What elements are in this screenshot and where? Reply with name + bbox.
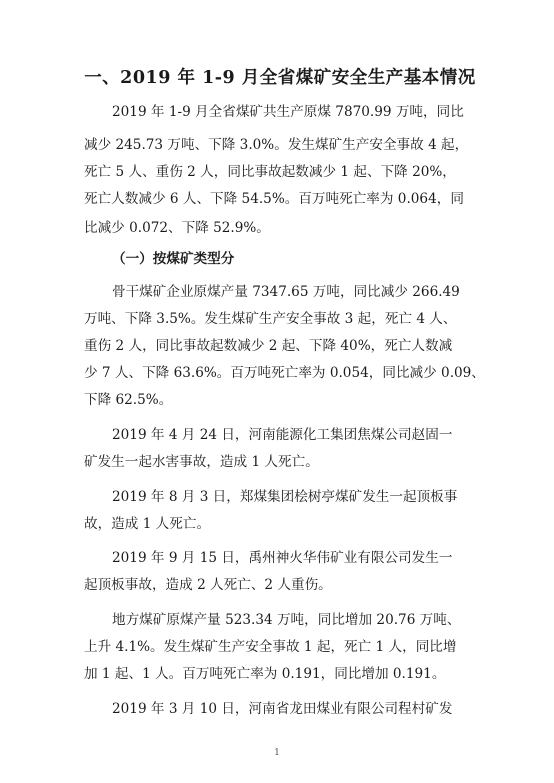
paragraph-line: 上升 4.1%。发生煤矿生产安全事故 1 起，死亡 1 人，同比增 [84, 639, 457, 655]
paragraph-line: 2019 年 1-9 月全省煤矿共生产原煤 7870.99 万吨，同比 [112, 104, 464, 120]
paragraph-line: 万吨、下降 3.5%。发生煤矿生产安全事故 3 起，死亡 4 人、 [84, 311, 457, 327]
paragraph-line: 2019 年 8 月 3 日，郑煤集团桧树亭煤矿发生一起顶板事 [112, 489, 458, 505]
paragraph-line: 地方煤矿原煤产量 523.34 万吨，同比增加 20.76 万吨、 [112, 612, 461, 628]
paragraph-line: 重伤 2 人，同比事故起数减少 2 起、下降 40%，死亡人数减 [84, 338, 453, 354]
paragraph-line: 下降 62.5%。 [84, 392, 173, 408]
paragraph-line: 2019 年 3 月 10 日，河南省龙田煤业有限公司程村矿发 [112, 701, 453, 717]
paragraph-line: 故，造成 1 人死亡。 [84, 516, 211, 532]
paragraph-line: 起顶板事故，造成 2 人死亡、2 人重伤。 [84, 577, 332, 593]
subsection-heading: （一）按煤矿类型分 [112, 251, 235, 267]
paragraph-line: 加 1 起、1 人。百万吨死亡率为 0.191，同比增加 0.191。 [84, 666, 446, 682]
paragraph-line: 减少 245.73 万吨、下降 3.0%。发生煤矿生产安全事故 4 起， [84, 137, 469, 153]
paragraph-line: 比减少 0.072、下降 52.9%。 [84, 220, 270, 236]
section-heading: 一、2019 年 1-9 月全省煤矿安全生产基本情况 [84, 68, 476, 88]
paragraph-line: 骨干煤矿企业原煤产量 7347.65 万吨，同比减少 266.49 [112, 284, 460, 300]
paragraph-line: 少 7 人、下降 63.6%。百万吨死亡率为 0.054，同比减少 0.09、 [84, 365, 485, 381]
paragraph-line: 死亡人数减少 6 人、下降 54.5%。百万吨死亡率为 0.064，同 [84, 191, 464, 207]
page-number: 1 [274, 748, 280, 758]
paragraph-line: 2019 年 9 月 15 日，禹州神火华伟矿业有限公司发生一 [112, 550, 453, 566]
paragraph-line: 死亡 5 人、重伤 2 人，同比事故起数减少 1 起、下降 20%， [84, 164, 456, 180]
paragraph-line: 2019 年 4 月 24 日，河南能源化工集团焦煤公司赵固一 [112, 427, 453, 443]
paragraph-line: 矿发生一起水害事故，造成 1 人死亡。 [84, 454, 319, 470]
